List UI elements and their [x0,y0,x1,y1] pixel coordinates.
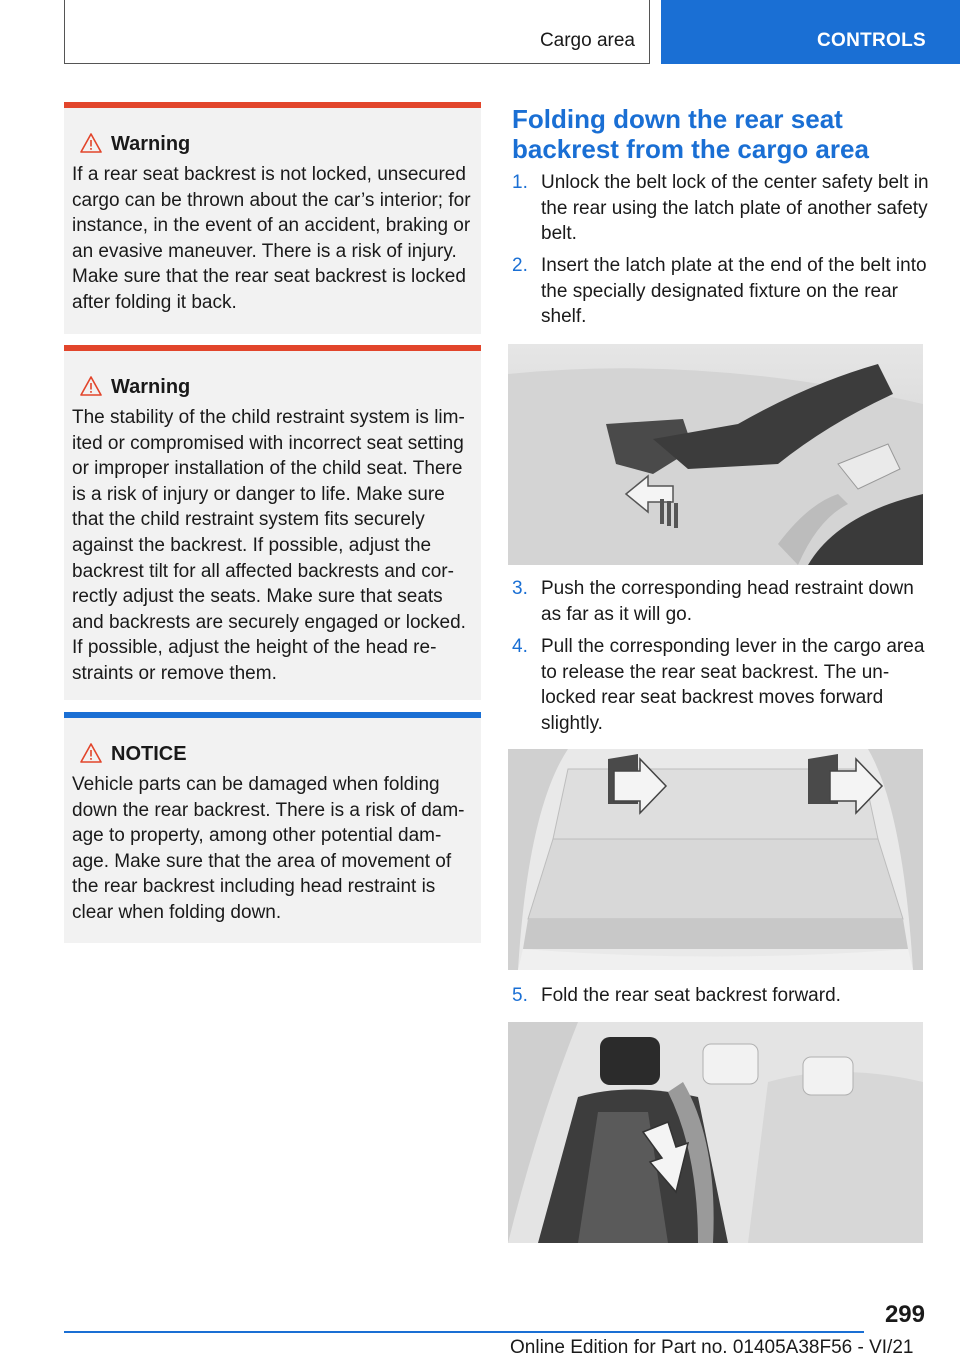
notice-title: NOTICE [72,740,473,768]
step-text: Push the corresponding head restraint down as far as it will go. [541,578,914,625]
warning-box-child-restraint [64,345,481,700]
step-number: 5. [512,985,528,1006]
notice-text: Vehicle parts can be damaged when folding down the rear backrest. There is a risk of dam-age to property, among other potential dam-age. Make sure that the area of movement of the rear backrest including head restraint is clear when folding down. [72,774,465,923]
section-heading: Folding down the rear seat backrest from the cargo area [512,104,869,164]
footer-rule [64,1331,864,1333]
step-number: 1. [512,172,528,193]
step-2 [512,253,930,330]
header-section-title: Cargo area [539,30,635,51]
step-1 [512,170,930,247]
step-text: Unlock the belt lock of the center safety belt in the rear using the latch plate of another safety belt. [541,172,929,245]
warning-text: The stability of the child restraint system is lim-ited or compromised with incorrect seat setting or improper installation of the child seat. There is a risk of injury or danger to life. Make sure that the child restraint system fits securely against the backrest. If possible, adjust the backrest tilt for all affected backrests and cor-rectly adjust the seats. Make sure that seats and backrests are securely engaged or locked. If possible, adjust the height of the head re-straints or remove them. [72,407,466,684]
header-chapter-tab [661,0,960,64]
step-4 [512,634,930,736]
step-text: Fold the rear seat backrest forward. [541,985,841,1006]
warning-title: Warning [72,130,473,158]
figure-cargo-area-release-levers [508,749,923,970]
warning-text: If a rear seat backrest is not locked, unsecured cargo can be thrown about the car’s interior; for instance, in the event of an accident, braking or an evasive maneuver. There is a risk of injury. Make sure that the rear seat backrest is locked after folding it back. [72,164,471,313]
warning-triangle-icon [80,133,102,153]
header-section-box [64,0,650,64]
warning-triangle-icon [80,743,102,763]
figure-belt-latch-rear-shelf [508,344,923,565]
header-chapter-title: CONTROLS [816,30,926,51]
figure-fold-backrest-forward [508,1022,923,1243]
warning-box-cargo-unsecured [64,102,481,334]
warning-title: Warning [72,373,473,401]
step-text: Pull the corresponding lever in the cargo area to release the rear seat backrest. The un-locked rear seat backrest moves forward slightly. [541,636,925,734]
step-number: 3. [512,578,528,599]
step-5 [512,983,930,1009]
step-number: 2. [512,255,528,276]
step-text: Insert the latch plate at the end of the belt into the specially designated fixture on the rear shelf. [541,255,927,328]
step-number: 4. [512,636,528,657]
warning-triangle-icon [80,376,102,396]
notice-box-vehicle-damage [64,712,481,943]
step-3 [512,576,930,627]
footer-edition: Online Edition for Part no. 01405A38F56 - VI/21 [510,1337,914,1358]
page-number: 299 [884,1301,925,1328]
